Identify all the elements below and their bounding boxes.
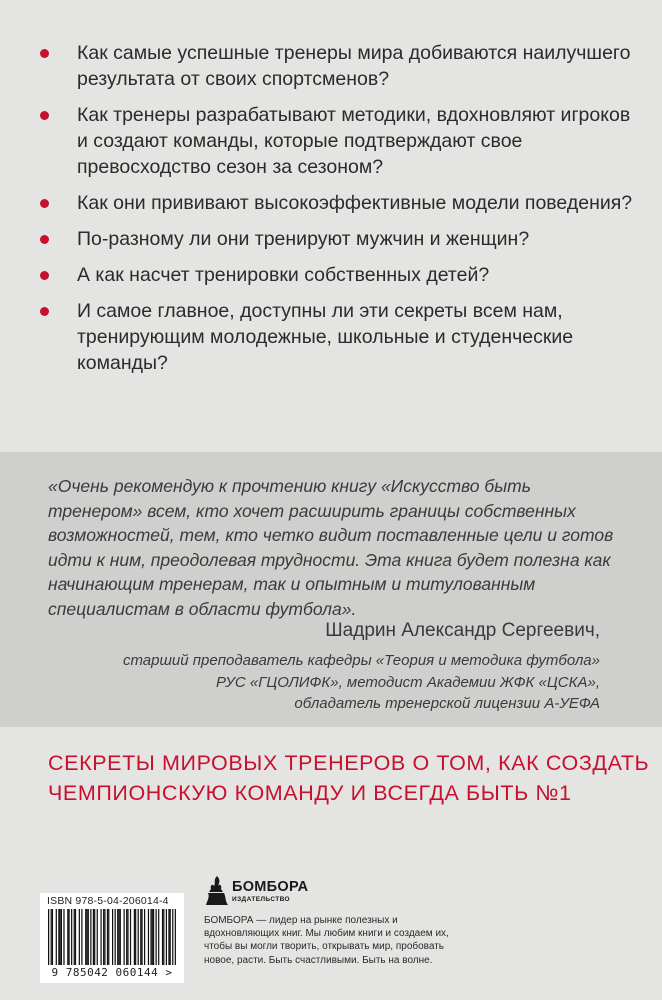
bullet-dot-icon [40, 307, 49, 316]
question-item [40, 40, 640, 92]
bullet-dot-icon [40, 271, 49, 280]
quote-role-line: старший преподаватель кафедры «Теория и методика футбола» [122, 652, 600, 669]
bullet-dot-icon [40, 111, 49, 120]
question-item [40, 102, 640, 180]
slogan-line: СЕКРЕТЫ МИРОВЫХ ТРЕНЕРОВ О ТОМ, КАК СОЗДАТЬ [48, 751, 650, 775]
publisher-description: БОМБОРА — лидер на рынке полезных и вдохновляющих книг. Мы любим книги и создаем их, чтобы вы могли творить, открывать мир, пробовать новое, расти. Быть счастливыми. Быть на волне. [204, 915, 449, 966]
quote-band [0, 452, 662, 727]
quote-author: Шадрин Александр Сергеевич, [325, 620, 600, 641]
barcode-digits: 9 785042 060144 > [51, 966, 173, 979]
barcode-block [40, 893, 184, 983]
quote-role-line: обладатель тренерской лицензии А-УЕФА [294, 695, 600, 712]
question-item [40, 262, 640, 288]
question-item [40, 298, 640, 376]
quote-role-line: РУС «ГЦОЛИФК», методист Академии ЖФК «ЦСКА», [215, 673, 600, 691]
slogan-line: ЧЕМПИОНСКУЮ КОМАНДУ И ВСЕГДА БЫТЬ №1 [48, 781, 572, 805]
quote-text: «Очень рекомендую к прочтению книгу «Искусство быть тренером» всем, кто хочет расширить границы собственных возможностей, тем, кто четко видит поставленные цели и готов идти к ним, преодолевая трудности. Эта книга будет полезна как начинающим тренерам, так и опытным и титулованным специалистам в области футбола». [48, 476, 614, 619]
question-text: Как они прививают высокоэффективные модели поведения? [77, 192, 633, 214]
bullet-dot-icon [40, 199, 49, 208]
bullet-dot-icon [40, 235, 49, 244]
quote-author-role [123, 650, 600, 715]
barcode-icon [48, 909, 176, 965]
slogan [48, 748, 649, 808]
bullet-dot-icon [40, 49, 49, 58]
isbn-label: ISBN 978-5-04-206014-4 [47, 895, 169, 907]
publisher-logo-subtitle: ИЗДАТЕЛЬСТВО [232, 896, 291, 903]
question-text: Как самые успешные тренеры мира добиваются наилучшего результата от своих спортсменов? [77, 42, 631, 90]
question-list [40, 40, 640, 386]
question-text: По-разному ли они тренируют мужчин и женщин? [77, 228, 530, 250]
question-text: Как тренеры разрабатывают методики, вдохновляют игроков и создают команды, которые подтверждают свое превосходство сезон за сезоном? [77, 104, 631, 178]
publisher-logo-name: БОМБОРА [232, 879, 309, 895]
publisher-logo-icon [204, 874, 230, 908]
question-item [40, 226, 640, 252]
question-text: И самое главное, доступны ли эти секреты всем нам, тренирующим молодежные, школьные и студенческие команды? [77, 300, 574, 374]
publisher-logo [204, 874, 309, 913]
question-item [40, 190, 640, 216]
question-text: А как насчет тренировки собственных детей? [77, 264, 490, 286]
